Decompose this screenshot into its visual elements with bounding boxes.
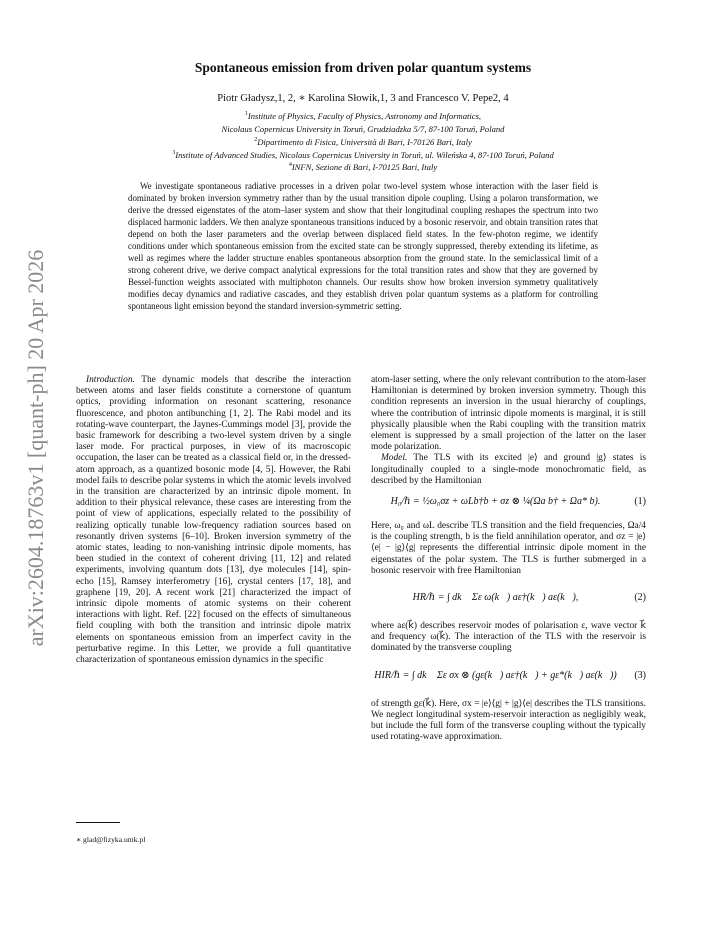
footnote-email: ∗ glad@fizyka.umk.pl <box>76 835 146 844</box>
affiliation-line-1: $^1$Institute of Physics, Faculty of Physics, Astronomy and Informatics, <box>244 110 482 121</box>
introduction-lead: Introduction. <box>86 375 135 385</box>
arxiv-identifier-text: arXiv:2604.18763v1 [quant-ph] 20 Apr 2026 <box>23 249 48 647</box>
equation-1-number: (1) <box>634 496 646 508</box>
right-column <box>371 375 646 743</box>
arxiv-identifier <box>10 248 62 648</box>
equation-1-body: H₀/ℏ = ½ω₀σz + ωLb†b + σz ⊗ ¼(Ωa b† + Ωa* b). <box>390 496 601 508</box>
equation-3 <box>371 660 646 694</box>
equation-1 <box>371 492 646 516</box>
paper-title: Spontaneous emission from driven polar quantum systems <box>194 60 532 75</box>
paragraph-after-eq2: where aε(k⃗) describes reservoir modes of polarisation ε, wave vector k⃗ and frequency ω(k⃗). The interaction of the TLS with the reservoir is dominated by the transverse coupling <box>371 621 646 654</box>
abstract: We investigate spontaneous radiative processes in a driven polar two-level system whose interaction with the laser field is dominated by broken inversion symmetry rather than by the usual transition dipole coupling. Using a polaron transformation, we derive the dressed eigenstates of the atom–laser system and show that their longitudinal coupling reshapes the spectrum into two displaced harmonic ladders. We then analyze spontaneous transitions induced by a bosonic reservoir, and obtain transition rates that depend on both the laser parameters and the overlap between displaced field states. In the few-photon regime, we identify conditions under which spontaneous emission from the excited state can be strongly suppressed, thereby extending its lifetime, as well as regimes where the ladder structure enables spontaneous absorption from the ground state. In the semiclassical limit of a strong coherent drive, we derive compact analytical expressions for the total transition rates and show that they are governed by Bessel-function weights associated with multiphoton channels. Our results show how broken inversion symmetry qualitatively modifies decay dynamics and radiative cascades, and they establish driven polar quantum systems as a platform for controlling spontaneous light emission beyond the standard inversion-symmetric setting. <box>128 181 598 311</box>
affiliation-line-2: Nicolaus Copernicus University in Toruń, Grudziadzka 5/7, 87-100 Toruń, Poland <box>221 123 505 134</box>
introduction-paragraph: Introduction. The dynamic models that describe the interaction between atoms and laser fields constitute a cornerstone of quantum optics, providing information on resonant scattering, resonance fluorescence, and photon antibunching [1, 2]. The Rabi model and its rotating-wave counterpart, the Jaynes-Cummings model [3], provide the basic framework for describing a two-level system driven by a single laser mode. For practical purposes, in view of its macroscopic occupation, the laser can be treated as a classical field or, in the dressed-atom approach, as a quantized bosonic mode [4, 5]. However, the Rabi model fails to describe polar systems in which the atomic levels involved in the transition are characterized by an intrinsic dipole moment. In addition to their physical relevance, these cases are interesting from the point of view of applications, especially related to the possibility of realizing optically tunable low-frequency radiation sources based on resonantly driven systems [6–10]. Broken inversion symmetry of the atomic states, leading to non-vanishing intrinsic dipole moments, has been studied in the context of coherent driving [11, 12] and related experiments, involving quantum dots [13], dye molecules [14], spin-echo [15], Ramsey interferometry [16], crystal centers [17, 18], and graphene [19, 20]. A recent work [21] characterized the impact of intrinsic dipole moments of atomic systems on their coherent interactions with light. Ref. [22] focused on the effects of simultaneous field coupling with both the transition and intrinsic dipole matrix elements on spontaneous emission from an imperfect cavity in the perturbative regime. In this Letter, we provide a full quantitative characterization of spontaneous emission dynamics in the specific <box>76 375 351 666</box>
paragraph-after-eq3: of strength gε(k⃗). Here, σx = |e⟩⟨g| + |g⟩⟨e| describes the TLS transitions. We neglect longitudinal system-reservoir interaction as negligibly weak, but include the full form of the transverse coupling without the typically used rotating-wave approximation. <box>371 698 646 743</box>
author-list: Piotr Gładysz,1, 2, ∗ Karolina Słowik,1, 3 and Francesco V. Pepe2, 4 <box>217 93 509 104</box>
paragraph-continued: atom-laser setting, where the only relevant contribution to the atom-laser Hamiltonian is determined by broken inversion symmetry. Though this condition represents an inversion in the usual hierarchy of couplings, where the contribution of intrinsic dipole moments is marginal, it is still physically plausible when the Rabi coupling with the transition matrix element is suppressed by a small projection of the latter on the laser mode polarization. <box>371 375 646 453</box>
affiliation-line-4: $^3$Institute of Advanced Studies, Nicolaus Copernicus University in Toruń, ul. Wileńska 4, 87-100 Toruń, Poland <box>172 149 554 160</box>
model-paragraph: Model. The TLS with its excited |e⟩ and ground |g⟩ states is longitudinally coupled to a single-mode monochromatic field, as described by the Hamiltonian <box>371 453 646 486</box>
affiliations <box>80 109 646 173</box>
equation-2-body: HR/ℏ = ∫ dk⃗ Σε ω(k⃗) aε†(k⃗) aε(k⃗), <box>412 592 579 604</box>
paragraph-after-eq1: Here, ω₀ and ωL describe TLS transition and the field frequencies, Ωa/4 is the coupling strength, b is the field annihilation operator, and σz = |e⟩⟨e| − |g⟩⟨g| represents the differential intrinsic dipole moment in the eigenstates of the polar system. The TLS is further submerged in a bosonic reservoir with free Hamiltonian <box>371 521 646 576</box>
equation-2 <box>371 582 646 616</box>
equation-2-number: (2) <box>634 592 646 604</box>
left-column <box>76 375 351 666</box>
model-lead: Model. <box>381 453 408 464</box>
affiliation-line-3: $^2$Dipartimento di Fisica, Università di Bari, I-70126 Bari, Italy <box>254 136 472 147</box>
equation-3-number: (3) <box>634 669 646 681</box>
affiliation-line-5: $^4$INFN, Sezione di Bari, I-70125 Bari, Italy <box>288 162 438 173</box>
footnote-rule <box>76 822 120 823</box>
equation-3-body: HIR/ℏ = ∫ dk⃗ Σε σx ⊗ (gε(k⃗) aε†(k⃗) + gε*(k⃗) aε(k⃗)) <box>374 669 617 681</box>
